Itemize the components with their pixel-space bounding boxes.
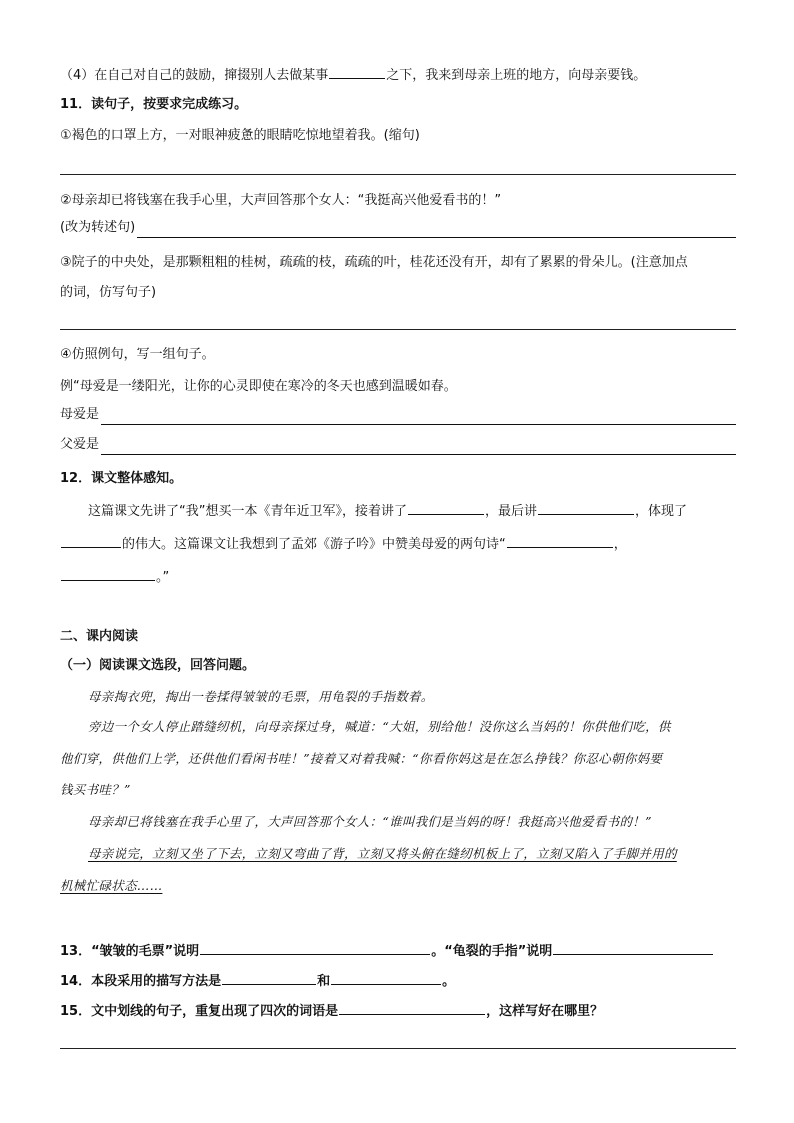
passage-para2-line2: 他们穿，供他们上学，还供他们看闲书哇！”接着又对着我喊：“你看你妈这是在怎么挣钱？你忍心朝你妈要 xyxy=(60,751,663,766)
q13-blank1[interactable] xyxy=(200,940,430,955)
q10-item4-blank[interactable] xyxy=(329,64,385,79)
q12-blank2[interactable] xyxy=(538,500,634,515)
q11-sentence1: ①褐色的口罩上方，一对眼神疲惫的眼睛吃惊地望着我。(缩句) xyxy=(60,128,420,143)
q14-label-b: 和 xyxy=(317,974,331,989)
q14-label-c: 。 xyxy=(442,974,456,989)
q10-item4-after: 之下，我来到母亲上班的地方，向母亲要钱。 xyxy=(386,68,647,83)
q10-item4 xyxy=(60,64,646,86)
q11-father-label: 父爱是 xyxy=(60,437,100,452)
q13-blank2[interactable] xyxy=(553,940,713,955)
q15-label-b: ，这样写好在哪里？ xyxy=(486,1004,604,1019)
q12-line1 xyxy=(88,500,687,522)
q11-mother-row xyxy=(60,405,736,425)
q11-s2-hint: (改为转述句) xyxy=(60,220,136,235)
q11-father-row xyxy=(60,435,736,455)
section2-heading: 二、课内阅读 xyxy=(60,629,139,644)
q11-father-answer-line[interactable] xyxy=(101,439,736,455)
q12-blank4[interactable] xyxy=(507,533,613,548)
q12-heading: 12．课文整体感知。 xyxy=(60,471,183,486)
q11-s2-answer-line[interactable] xyxy=(137,222,736,238)
section2-subheading: （一）阅读课文选段，回答问题。 xyxy=(60,658,256,673)
q11-sentence3-line1: ③院子的中央处，是那颗粗粗的桂树，疏疏的枝，疏疏的叶，桂花还没有开，却有了累累的骨朵儿。(注意加点 xyxy=(60,255,688,270)
q12-blank1[interactable] xyxy=(408,500,484,515)
q14-blank1[interactable] xyxy=(222,970,316,985)
q12-text-e: ， xyxy=(613,537,627,552)
q13-row xyxy=(60,940,714,962)
q15-answer-line[interactable] xyxy=(60,1048,736,1049)
q12-text-a: 这篇课文先讲了“我”想买一本《青年近卫军》，接着讲了 xyxy=(88,504,407,519)
q10-item4-before: （4）在自己对自己的鼓励，撺掇别人去做某事 xyxy=(60,68,329,83)
q12-line2 xyxy=(60,533,627,555)
q12-blank5[interactable] xyxy=(61,566,155,581)
passage-para4-line2-underlined: 机械忙碌状态…… xyxy=(60,878,163,893)
q11-example: 例“母爱是一缕阳光，让你的心灵即使在寒冷的冬天也感到温暖如春。 xyxy=(60,379,457,394)
q12-text-c: ，体现了 xyxy=(635,504,688,519)
q12-text-f: 。” xyxy=(156,570,170,585)
passage-para1: 母亲掏衣兜，掏出一卷揉得皱皱的毛票，用龟裂的手指数着。 xyxy=(88,689,434,704)
q14-label-a: 14．本段采用的描写方法是 xyxy=(60,974,222,989)
q11-heading: 11．读句子，按要求完成练习。 xyxy=(60,97,248,112)
q11-sentence2: ②母亲却已将钱塞在我手心里，大声回答那个女人：“我挺高兴他爱看书的！” xyxy=(60,193,502,208)
passage-para3: 母亲却已将钱塞在我手心里了，大声回答那个女人：“谁叫我们是当妈的呀！我挺高兴他爱看书的！” xyxy=(88,814,652,829)
q11-sentence4: ④仿照例句，写一组句子。 xyxy=(60,347,215,362)
q11-mother-label: 母爱是 xyxy=(60,407,100,422)
q12-text-b: ，最后讲 xyxy=(484,504,537,519)
q12-text-d: 的伟大。这篇课文让我想到了孟郊《游子吟》中赞美母爱的两句诗“ xyxy=(122,537,506,552)
q11-answer-line3[interactable] xyxy=(60,329,736,330)
q11-s2-answer-row xyxy=(60,218,736,238)
q15-label-a: 15．文中划线的句子，重复出现了四次的词语是 xyxy=(60,1004,339,1019)
q13-label-b: 。“龟裂的手指”说明 xyxy=(431,944,553,959)
q11-sentence3-line2: 的词，仿写句子) xyxy=(60,285,157,300)
passage-para4-line1-underlined: 母亲说完，立刻又坐了下去，立刻又弯曲了背，立刻又将头俯在缝纫机板上了，立刻又陷入了手脚并用的 xyxy=(88,846,677,861)
q14-row xyxy=(60,970,455,992)
q14-blank2[interactable] xyxy=(331,970,441,985)
passage-para2-line3: 钱买书哇？” xyxy=(60,782,131,797)
q11-mother-answer-line[interactable] xyxy=(101,409,736,425)
q11-answer-line1[interactable] xyxy=(60,174,736,175)
q15-blank[interactable] xyxy=(339,1000,485,1015)
q12-blank3[interactable] xyxy=(61,533,121,548)
q13-label-a: 13．“皱皱的毛票”说明 xyxy=(60,944,200,959)
q15-row xyxy=(60,1000,603,1022)
q12-line3 xyxy=(60,566,169,588)
passage-para2-line1: 旁边一个女人停止踏缝纫机，向母亲探过身，喊道：“大姐，别给他！没你这么当妈的！你供他们吃，供 xyxy=(88,719,671,734)
